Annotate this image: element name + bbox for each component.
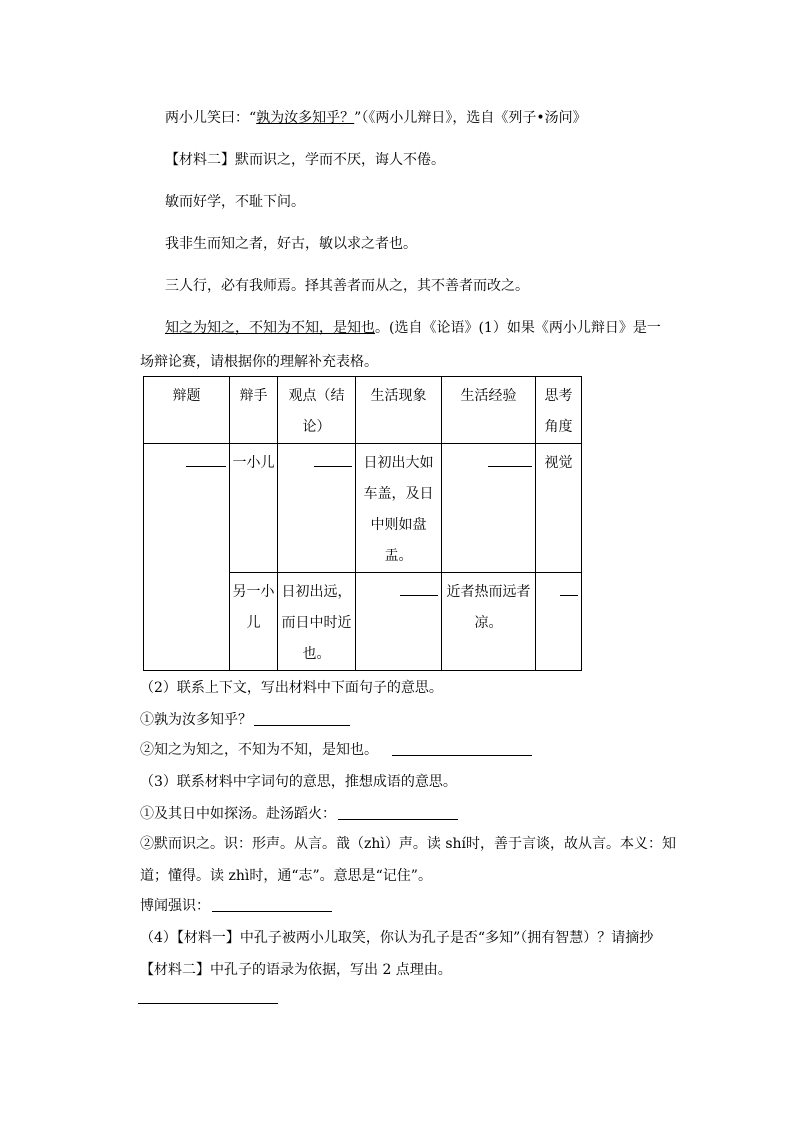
material2-line3: 我非生而知之者，好古，敏以求之者也。 (165, 236, 417, 252)
q3-item3-blank[interactable] (212, 897, 332, 912)
table-header-row (144, 377, 582, 444)
header-angle: 思考角度 (536, 377, 582, 444)
q2-item2-text: ②知之为知之，不知为不知，是知也。 (140, 742, 378, 758)
row2-phenomenon-cell (356, 573, 442, 671)
material2-line4: 三人行，必有我师焉。择其善者而从之，其不善者而改之。 (165, 278, 529, 294)
q3-item1 (140, 804, 458, 824)
row1-viewpoint-cell (278, 444, 356, 573)
row2-phenomenon-blank[interactable] (400, 581, 438, 596)
header-topic: 辩题 (144, 377, 230, 444)
q3-item3-text: 博闻强识： (140, 898, 210, 914)
row2-debater: 另一小儿 (230, 573, 278, 671)
row2-viewpoint: 日初出远，而日中时近也。 (278, 573, 356, 671)
q4-line2: 【材料二】中孔子的语录为依据，写出 2 点理由。 (140, 962, 452, 978)
q2-item1 (140, 710, 350, 730)
material2-underlined-quote: 知之为知之，不知为不知，是知也 (165, 320, 375, 336)
q2-item1-text: ①孰为汝多知乎？ (140, 712, 252, 728)
material1-quote: 孰为汝多知乎？ (256, 110, 355, 126)
q2-item2 (140, 740, 532, 760)
q4-answer-blank[interactable] (138, 1003, 278, 1004)
material2-line1: 【材料二】默而识之，学而不厌，诲人不倦。 (165, 152, 445, 168)
q3-item3 (140, 896, 332, 916)
q3-item1-text: ①及其日中如探汤。赴汤蹈火： (140, 806, 336, 822)
material1-ending (165, 108, 587, 128)
topic-blank-cell (144, 444, 230, 671)
q1-continuation: 场辩论赛，请根据你的理解补充表格。 (140, 354, 378, 370)
material2-source-and-q1: 。(选自《论语》(1）如果《两小儿辩日》是一 (375, 320, 661, 336)
q2-item2-blank[interactable] (392, 741, 532, 756)
row2-angle-blank[interactable] (560, 581, 578, 596)
header-experience: 生活经验 (442, 377, 536, 444)
q4-line1: （4）【材料一】中孔子被两小儿取笑，你认为孔子是否“多知”（拥有智慧）？请摘抄 (140, 930, 654, 946)
row2-angle-cell (536, 573, 582, 671)
row1-experience-cell (442, 444, 536, 573)
q2-title: （2）联系上下文，写出材料中下面句子的意思。 (140, 680, 443, 696)
row1-phenomenon: 日初出大如车盖，及日中则如盘盂。 (356, 444, 442, 573)
table-row (144, 444, 582, 573)
row1-viewpoint-blank[interactable] (314, 452, 352, 467)
topic-answer-blank[interactable] (186, 452, 226, 467)
row2-experience: 近者热而远者凉。 (442, 573, 536, 671)
q3-title: （3）联系材料中字词句的意思，推想成语的意思。 (140, 774, 457, 790)
row1-angle: 视觉 (536, 444, 582, 573)
q3-item1-blank[interactable] (338, 805, 458, 820)
q2-item1-blank[interactable] (254, 711, 350, 726)
material1-prefix: 两小儿笑曰：“ (165, 110, 257, 126)
debate-table (143, 376, 582, 671)
row1-debater: 一小儿 (230, 444, 278, 573)
material2-line5 (165, 318, 661, 338)
row1-experience-blank[interactable] (488, 452, 532, 467)
header-viewpoint: 观点（结论） (278, 377, 356, 444)
q3-item2-line1: ②默而识之。识：形声。从言。戠（zhì）声。读 shí时，善于言谈，故从言。本义：知 (140, 836, 676, 852)
header-debater: 辩手 (230, 377, 278, 444)
header-phenomenon: 生活现象 (356, 377, 442, 444)
material2-line2: 敏而好学，不耻下问。 (165, 194, 305, 210)
material1-source: ”（《两小儿辩日》，选自《列子•汤问》 (354, 110, 587, 126)
q3-item2-line2: 道；懂得。读 zhì时，通“志”。意思是“记住”。 (140, 868, 432, 884)
